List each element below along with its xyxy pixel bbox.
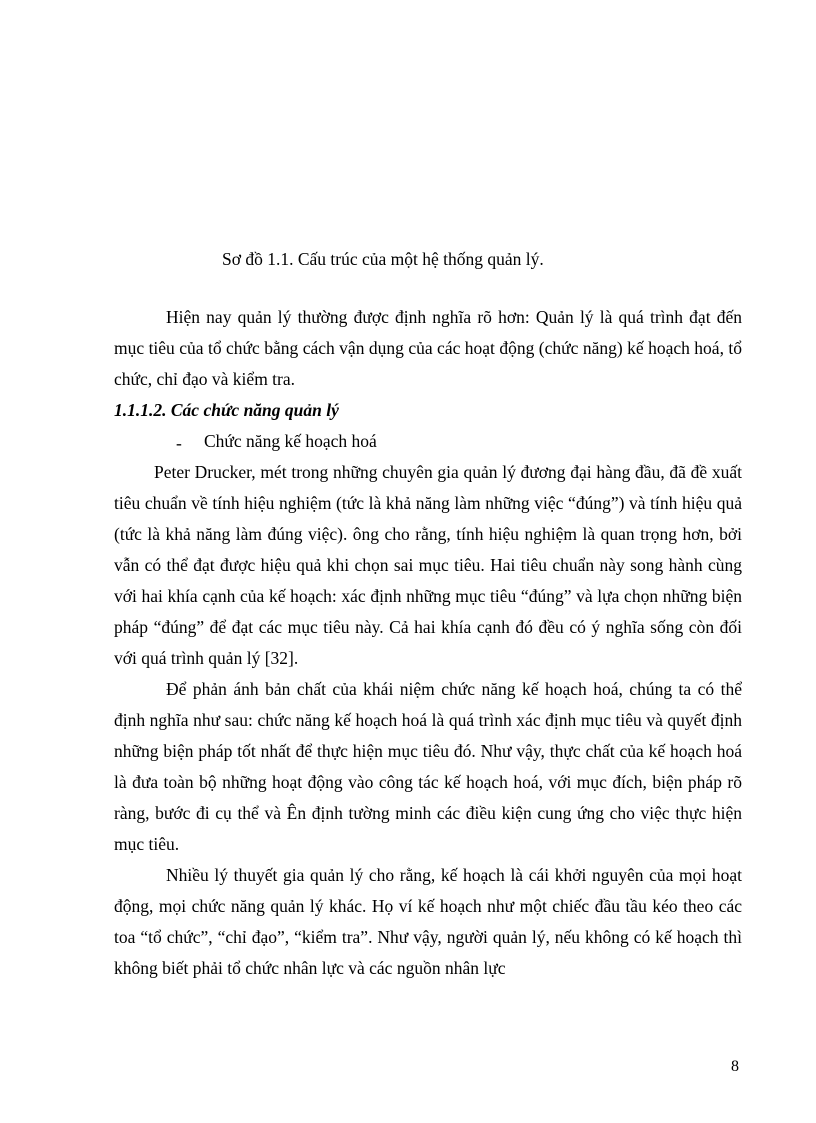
page-number: 8 (731, 1058, 739, 1075)
paragraph-definition: Để phản ánh bản chất của khái niệm chức năng kế hoạch hoá, chúng ta có thể định nghĩa như sau: chức năng kế hoạch hoá là quá trình xác định mục tiêu và quyết định những biện pháp tốt nhất để thực hiện mục tiêu đó. Như vậy, thực chất của kế hoạch hoá là đưa toàn bộ những hoạt động vào công tác kế hoạch hoá, với mục đích, biện pháp rõ ràng, bước đi cụ thể và Ên định tường minh các điều kiện cung ứng cho việc thực hiện mục tiêu. (114, 679, 742, 854)
bullet-item-label: Chức năng kế hoạch hoá (204, 431, 377, 451)
paragraph-theorists: Nhiều lý thuyết gia quản lý cho rằng, kế hoạch là cái khởi nguyên của mọi hoạt động, mọi chức năng quản lý khác. Họ ví kế hoạch như một chiếc đầu tầu kéo theo các toa “tổ chức”, “chỉ đạo”, “kiểm tra”. Như vậy, người quản lý, nếu không có kế hoạch thì không biết phải tổ chức nhân lực và các nguồn nhân lực (114, 865, 742, 978)
bullet-item (114, 426, 742, 457)
diagram-caption: Sơ đồ 1.1. Cấu trúc của một hệ thống quản lý. (222, 249, 544, 269)
paragraph-intro: Hiện nay quản lý thường được định nghĩa rõ hơn: Quản lý là quá trình đạt đến mục tiêu của tổ chức bằng cách vận dụng của các hoạt động (chức năng) kế hoạch hoá, tổ chức, chỉ đạo và kiểm tra. (114, 307, 742, 389)
section-heading: 1.1.1.2. Các chức năng quản lý (114, 400, 339, 420)
body-text (114, 302, 742, 984)
paragraph-drucker: Peter Drucker, mét trong những chuyên gia quản lý đương đại hàng đầu, đã đề xuất tiêu chuẩn về tính hiệu nghiệm (tức là khả năng làm những việc “đúng”) và tính hiệu quả (tức là khả năng làm đúng việc). ông cho rằng, tính hiệu nghiệm là quan trọng hơn, bởi vẫn có thể đạt được hiệu quả khi chọn sai mục tiêu. Hai tiêu chuẩn này song hành cùng với hai khía cạnh của kế hoạch: xác định những mục tiêu “đúng” và lựa chọn những biện pháp “đúng” để đạt các mục tiêu này. Cả hai khía cạnh đó đều có ý nghĩa sống còn đối với quá trình quản lý [32]. (114, 462, 742, 668)
bullet-mark: - (176, 433, 182, 453)
